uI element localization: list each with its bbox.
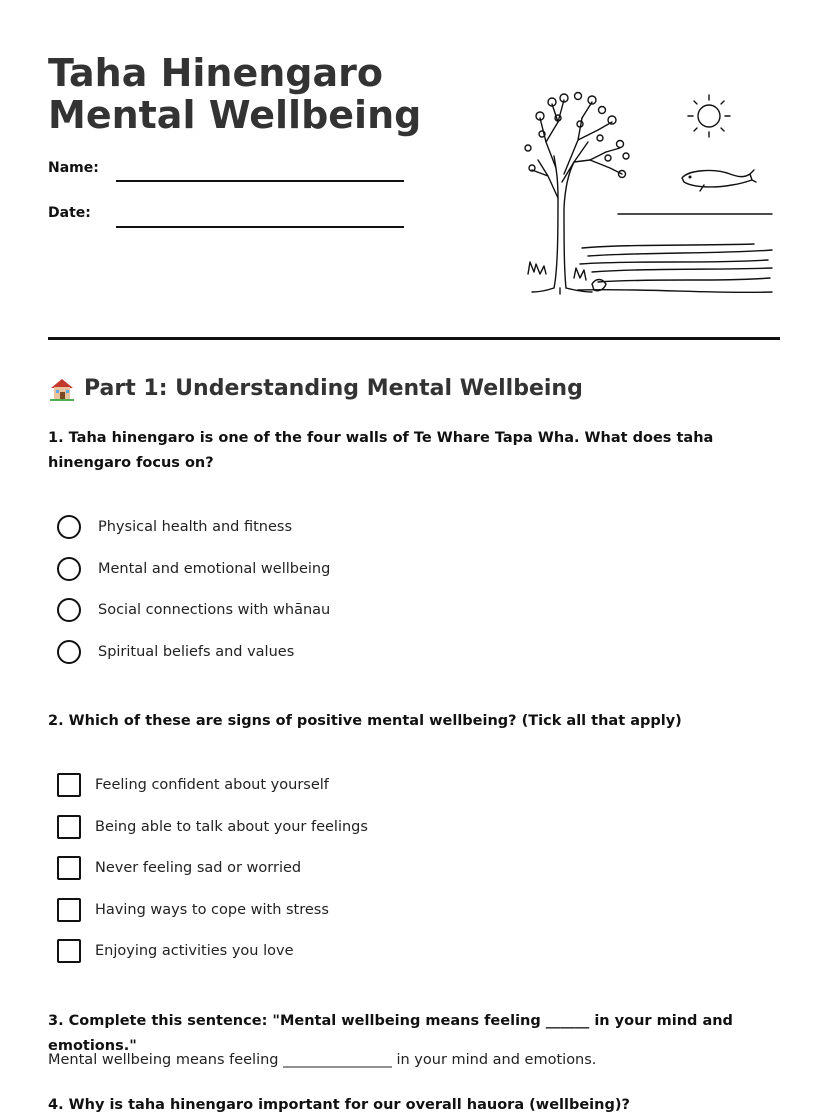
radio-button[interactable] (57, 640, 81, 664)
q2-option-2[interactable] (57, 814, 368, 840)
option-label: Physical health and fitness (98, 519, 293, 535)
question-3: 3. Complete this sentence: "Mental wellbeing means feeling ______ in your mind and emotions." (48, 1013, 733, 1054)
option-label: Mental and emotional wellbeing (98, 561, 331, 577)
option-label: Feeling confident about yourself (95, 777, 329, 793)
header-divider (48, 337, 780, 340)
date-field[interactable] (116, 226, 404, 228)
question-1: 1. Taha hinengaro is one of the four walls of Te Whare Tapa Wha. What does taha hinengaro focus on? (48, 430, 714, 471)
question-2: 2. Which of these are signs of positive mental wellbeing? (Tick all that apply) (48, 713, 682, 729)
radio-button[interactable] (57, 598, 81, 622)
name-label: Name: (48, 160, 99, 176)
radio-button[interactable] (57, 557, 81, 581)
part1-heading (48, 374, 583, 404)
option-label: Spiritual beliefs and values (98, 644, 295, 660)
date-label: Date: (48, 205, 91, 221)
checkbox[interactable] (57, 856, 81, 880)
house-icon (48, 376, 76, 402)
option-label: Never feeling sad or worried (95, 860, 302, 876)
checkbox[interactable] (57, 773, 81, 797)
radio-button[interactable] (57, 515, 81, 539)
checkbox[interactable] (57, 898, 81, 922)
checkbox[interactable] (57, 939, 81, 963)
q1-option-2[interactable] (57, 556, 330, 582)
whale-icon (682, 170, 756, 191)
part1-heading-text: Part 1: Understanding Mental Wellbeing (84, 376, 583, 401)
name-field[interactable] (116, 180, 404, 182)
q1-option-1[interactable] (57, 514, 292, 540)
q2-option-4[interactable] (57, 897, 329, 923)
option-label: Having ways to cope with stress (95, 902, 329, 918)
sun-icon (688, 95, 730, 137)
q1-option-4[interactable] (57, 639, 294, 665)
q3-answer-line[interactable]: Mental wellbeing means feeling _______________ in your mind and emotions. (48, 1052, 597, 1068)
q2-option-1[interactable] (57, 772, 329, 798)
q1-option-3[interactable] (57, 597, 330, 623)
checkbox[interactable] (57, 815, 81, 839)
question-4: 4. Why is taha hinengaro important for our overall hauora (wellbeing)? (48, 1097, 630, 1113)
option-label: Social connections with whānau (98, 602, 331, 618)
option-label: Being able to talk about your feelings (95, 819, 368, 835)
option-label: Enjoying activities you love (95, 943, 294, 959)
q2-option-3[interactable] (57, 855, 301, 881)
tree-sea-whale-sun-illustration (518, 78, 780, 300)
q2-option-5[interactable] (57, 938, 294, 964)
page-title: Taha Hinengaro Mental Wellbeing (48, 51, 422, 137)
